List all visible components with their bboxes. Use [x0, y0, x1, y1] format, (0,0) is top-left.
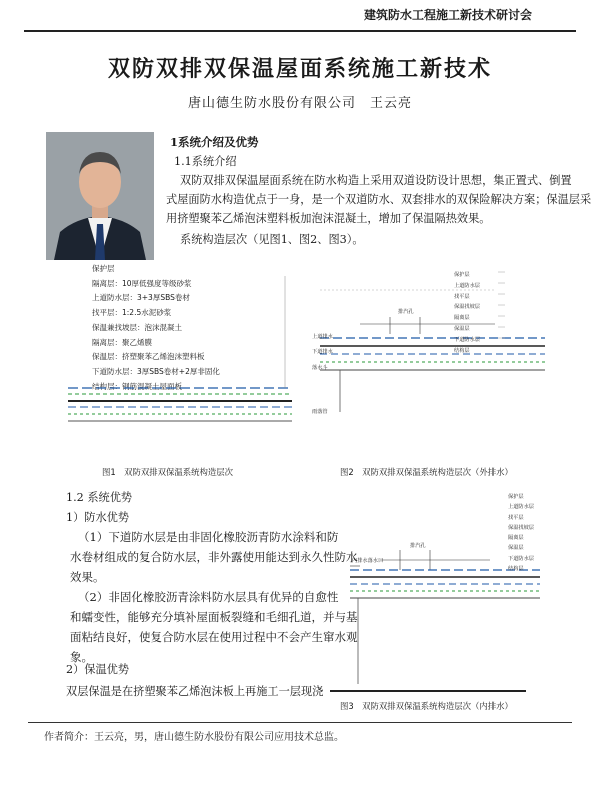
figure1-diagram	[60, 270, 300, 430]
figure3-label: 保护层	[508, 494, 524, 500]
author-photo	[46, 132, 154, 260]
adv1-para2-line: 面粘结良好，使复合防水层在使用过程中不会产生窜水观	[70, 630, 358, 644]
adv1-para2-line: 象。	[70, 650, 93, 664]
figure3-rule	[330, 690, 526, 692]
figure2-label: 隔离层	[454, 315, 470, 322]
para1-line1: 双防双排双保温屋面系统在防水构造上采用双道设防设计思想，集正置式、倒置	[180, 174, 572, 187]
figure1-layer: 结构层：钢筋混凝土屋面板	[92, 381, 182, 391]
figure3-left-label: 内排水落水口	[352, 558, 384, 564]
figure1-layer: 保护层	[92, 264, 115, 273]
figure2-diagram	[300, 262, 550, 452]
para2: 系统构造层次（见图1、图2、图3）。	[180, 233, 364, 246]
figure2-label: 上道防水层	[454, 282, 480, 289]
figure3-label: 上道防水层	[508, 504, 534, 511]
figure3-label: 下道防水层	[508, 555, 534, 562]
figure3-label: 保温层	[508, 545, 524, 552]
figure2-label: 找平层	[454, 293, 470, 300]
conference-header: 建筑防水工程施工新技术研讨会	[363, 8, 532, 22]
article-title: 双防双排双保温屋面系统施工新技术	[107, 56, 492, 82]
figure3-diagram	[330, 488, 570, 688]
figure1-layer: 保温层：挤塑聚苯乙烯泡沫塑料板	[92, 352, 205, 362]
subsection-1-1: 1.1系统介绍	[174, 155, 237, 168]
figure3-right-labels	[508, 492, 534, 574]
subsection-1-2: 1.2 系统优势	[66, 491, 133, 504]
figure2-label: 下道防水层	[454, 336, 480, 343]
adv1-para2-line: 和蠕变性，能够充分填补屋面板裂缝和毛细孔道，并与基	[70, 610, 358, 624]
adv1-para2	[70, 587, 358, 667]
figure2-left-label: 雨落管	[312, 409, 328, 415]
adv2-para1: 双层保温是在挤塑聚苯乙烯泡沫板上再施工一层现浇	[66, 685, 324, 698]
figure3-label: 结构层	[508, 566, 524, 573]
figure2-left-label: 上道排水	[312, 334, 333, 340]
figure2-right-labels	[454, 270, 480, 356]
adv1-para2-line: （2）非固化橡胶沥青涂料防水层具有优异的自愈性	[78, 590, 339, 604]
figure1-caption: 图1 双防双排双保温系统构造层次	[102, 467, 233, 477]
figure3-center-label: 排汽孔	[410, 543, 426, 549]
figure3-label: 找平层	[508, 514, 524, 521]
para1-line2: 式屋面防水构造优点于一身，是一个双道防水、双套排水的双保险解决方案；保温层采	[166, 193, 592, 206]
adv2-title: 2）保温优势	[66, 663, 130, 676]
adv1-para1-line: 水卷材组成的复合防水层，非外露使用能达到永久性防水	[70, 550, 358, 564]
figure1-layer: 隔离层：聚乙烯膜	[92, 337, 152, 347]
figure2-center-label: 排汽孔	[398, 309, 414, 315]
adv1-title: 1）防水优势	[66, 511, 130, 524]
figure1-layer: 上道防水层：3+3厚SBS卷材	[92, 293, 190, 303]
figure2-label: 结构层	[454, 347, 470, 354]
author-bio: 作者简介：王云亮，男，唐山德生防水股份有限公司应用技术总监。	[44, 732, 344, 743]
figure1-layer: 隔离层：10厚低强度等级砂浆	[92, 278, 192, 288]
figure2-label: 保护层	[454, 272, 470, 278]
figure2-left-label: 落水斗	[312, 365, 328, 371]
figure1-layer: 找平层：1:2.5水泥砂浆	[92, 308, 172, 318]
para1-line3: 用挤塑聚苯乙烯泡沫塑料板加泡沫混凝土，增加了保温隔热效果。	[166, 212, 491, 225]
figure2-label: 保温找坡层	[454, 304, 480, 311]
adv1-para1-line: 效果。	[70, 570, 105, 584]
figure2-caption: 图2 双防双排双保温系统构造层次（外排水）	[340, 467, 513, 477]
figure2-label: 保温层	[454, 325, 470, 332]
figure3-label: 隔离层	[508, 535, 524, 542]
figure1-layer: 下道防水层：3厚SBS卷材+2厚非固化	[92, 366, 220, 376]
adv1-para1	[70, 527, 358, 587]
footer-rule	[28, 722, 572, 723]
author-line: 唐山德生防水股份有限公司 王云亮	[187, 96, 412, 111]
section-heading: 1系统介绍及优势	[170, 135, 259, 149]
figure3-caption: 图3 双防双排双保温系统构造层次（内排水）	[340, 701, 513, 711]
figure3-label: 保温找坡层	[508, 524, 534, 531]
figure1-layer: 保温兼找坡层：泡沫混凝土	[92, 322, 182, 332]
figure2-left-label: 下道排水	[312, 349, 333, 355]
adv1-para1-line: （1）下道防水层是由非固化橡胶沥青防水涂料和防	[78, 530, 339, 544]
header-rule	[24, 30, 576, 32]
